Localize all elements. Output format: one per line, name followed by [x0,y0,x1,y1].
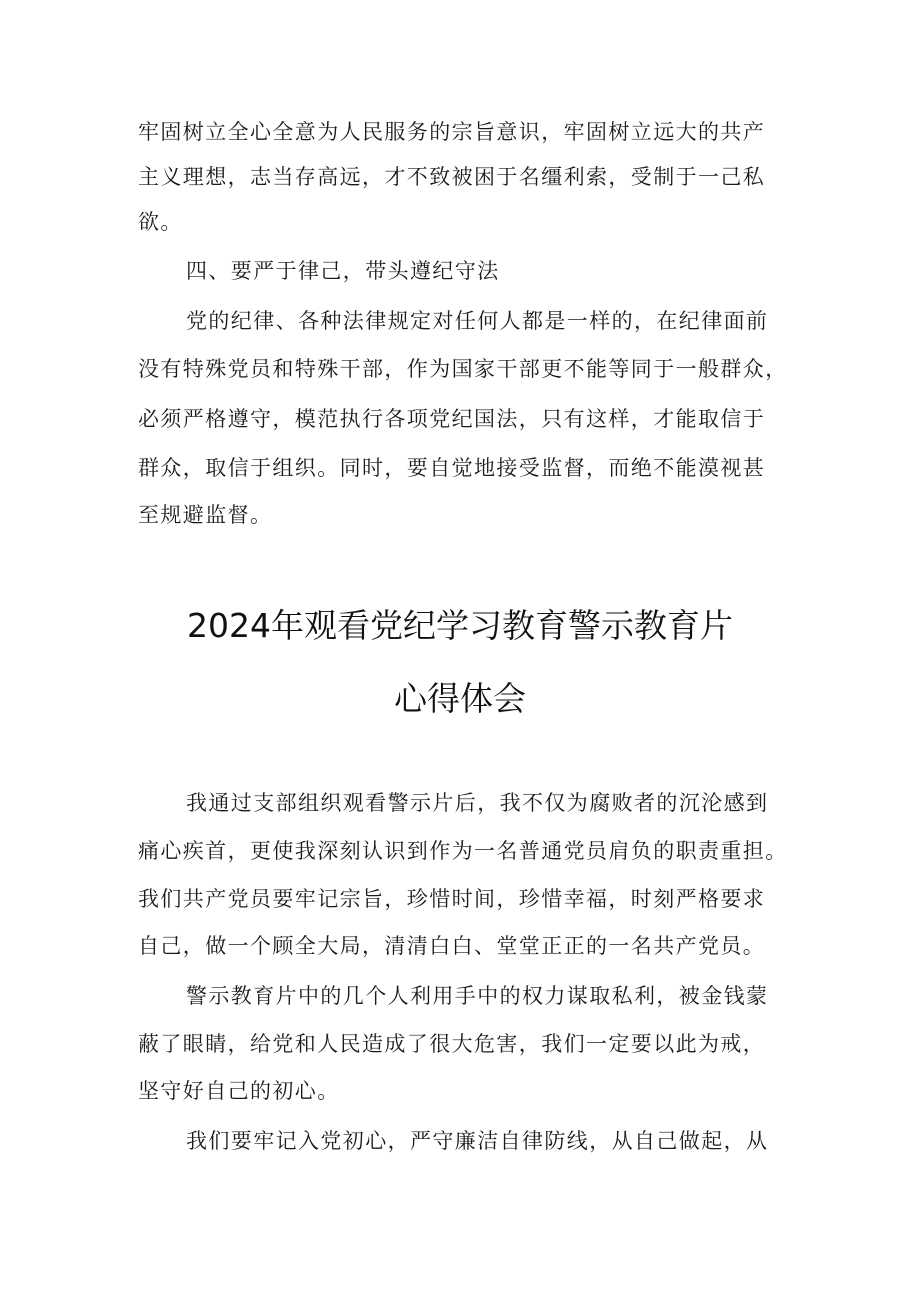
paragraph-line: 自己，做一个顾全大局，清清白白、堂堂正正的一名共产党员。 [138,934,766,958]
paragraph-line: 蔽了眼睛，给党和人民造成了很大危害，我们一定要以此为戒， [138,1032,766,1056]
paragraph-line: 我们共产党员要牢记宗旨，珍惜时间，珍惜幸福，时刻严格要求 [138,887,766,911]
paragraph-line: 必须严格遵守，模范执行各项党纪国法，只有这样，才能取信于 [138,407,766,431]
paragraph-line: 群众，取信于组织。同时，要自觉地接受监督，而绝不能漠视甚 [138,456,766,480]
paragraph-line: 痛心疾首，更使我深刻认识到作为一名普通党员肩负的职责重担。 [138,839,788,863]
paragraph-line: 党的纪律、各种法律规定对任何人都是一样的，在纪律面前 [186,309,769,333]
paragraph-line: 欲。 [138,210,183,234]
article-title-line1: 2024年观看党纪学习教育警示教育片 [187,606,733,645]
section-heading: 四、要严于律己，带头遵纪守法 [186,259,500,283]
paragraph-line: 我通过支部组织观看警示片后，我不仅为腐败者的沉沦感到 [186,791,769,815]
paragraph-line: 坚守好自己的初心。 [138,1079,340,1103]
paragraph-line: 我们要牢记入党初心，严守廉洁自律防线，从自己做起，从 [186,1129,769,1153]
paragraph-line: 警示教育片中的几个人利用手中的权力谋取私利，被金钱蒙 [186,984,769,1008]
paragraph-line: 牢固树立全心全意为人民服务的宗旨意识，牢固树立远大的共产 [138,120,766,144]
paragraph-line: 没有特殊党员和特殊干部，作为国家干部更不能等同于一般群众， [138,357,788,381]
article-title-line2: 心得体会 [394,679,526,718]
paragraph-line: 主义理想，志当存高远，才不致被困于名缰利索，受制于一己私 [138,165,766,189]
paragraph-line: 至规避监督。 [138,503,273,527]
